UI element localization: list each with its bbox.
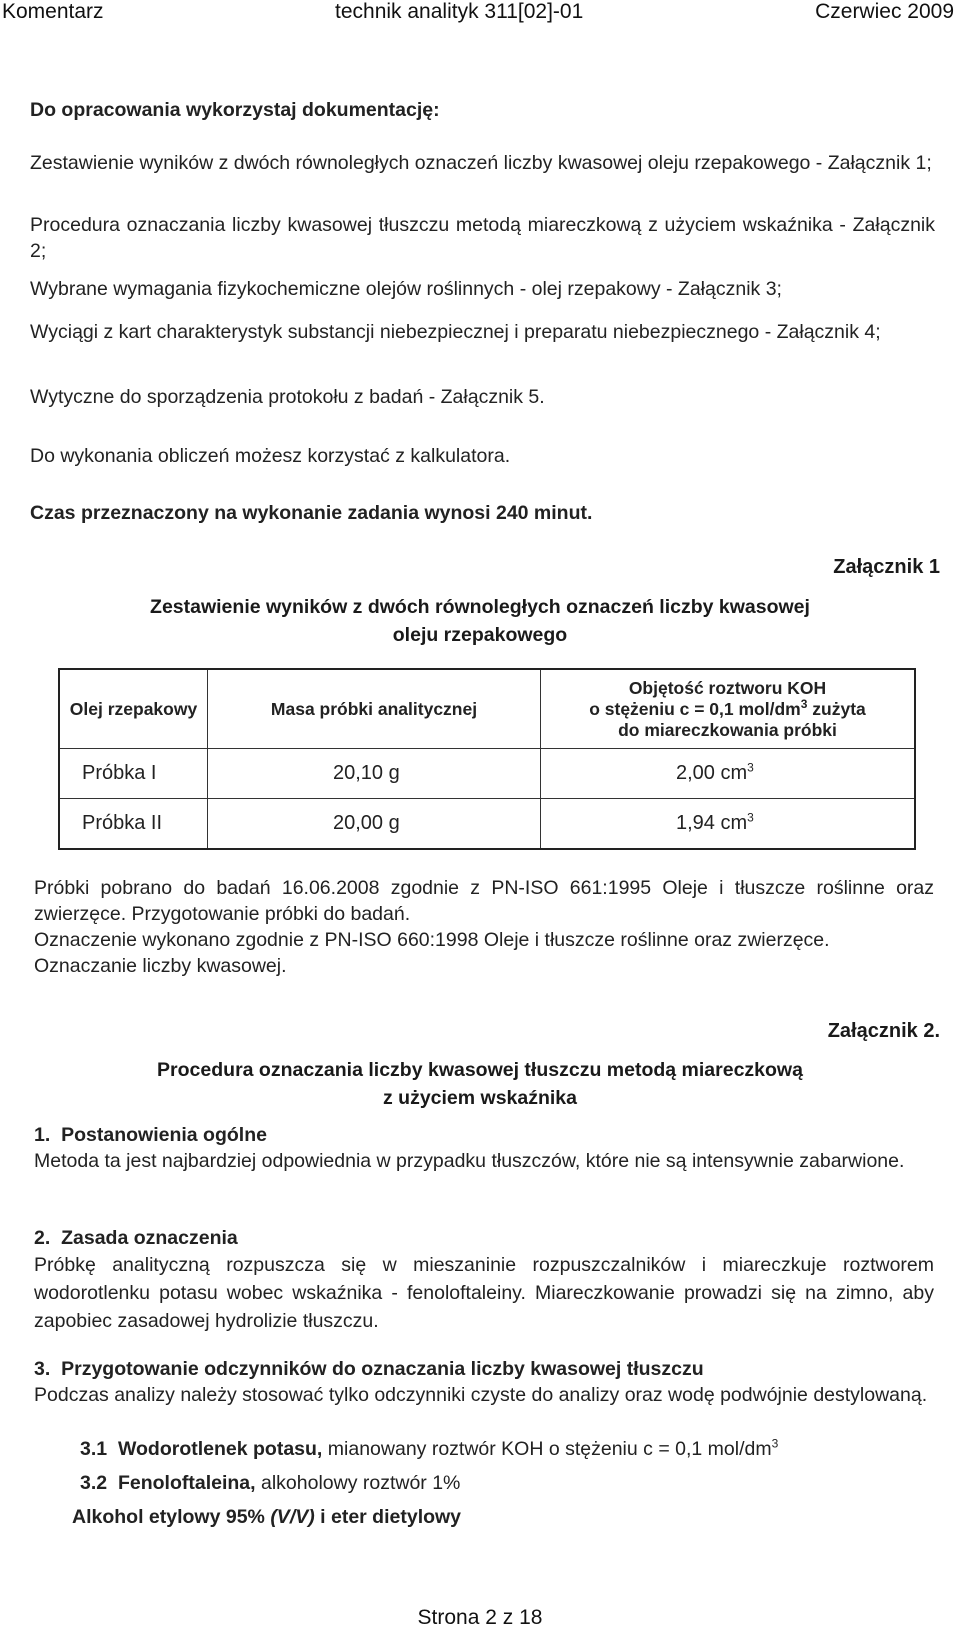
reagent-text: Alkohol etylowy 95%	[72, 1506, 271, 1528]
mass-cell: 20,00 g	[208, 799, 541, 850]
reagent-solvents	[72, 1504, 932, 1530]
intro-item: Wyciągi z kart charakterystyk substancji niebezpiecznej i preparatu niebezpiecznego - Załącznik 4;	[30, 321, 881, 343]
intro-item: Procedura oznaczania liczby kwasowej tłuszczu metodą miareczkową z użyciem wskaźnika - Załącznik 2;	[30, 214, 935, 262]
volume-value: 2,00 cm	[676, 762, 748, 784]
intro-item: Zestawienie wyników z dwóch równoległych oznaczeń liczby kwasowej oleju rzepakowego - Załącznik 1;	[30, 152, 932, 174]
unit-superscript: 3	[747, 760, 754, 775]
calculator-note: Do wykonania obliczeń możesz korzystać z kalkulatora.	[30, 445, 511, 467]
col-volume-header-text: zużyta	[807, 698, 866, 719]
results-table	[58, 668, 916, 850]
section-number: 2.	[34, 1227, 51, 1249]
intro-item: Wybrane wymagania fizykochemiczne olejów roślinnych - olej rzepakowy - Załącznik 3;	[30, 278, 782, 300]
sample-cell: Próbka I	[59, 749, 208, 799]
volume-cell	[541, 799, 916, 850]
table-row	[59, 799, 915, 850]
unit-superscript: 3	[800, 696, 808, 711]
mass-cell: 20,10 g	[208, 749, 541, 799]
col-volume-header-line1: Objętość roztworu KOH	[628, 677, 827, 698]
section-number: 3.	[34, 1358, 51, 1380]
reagent-text: (V/V)	[270, 1506, 315, 1528]
reagent-name: Wodorotlenek potasu,	[117, 1438, 323, 1460]
col-volume-header	[541, 669, 916, 749]
sample-cell: Próbka II	[59, 799, 208, 850]
subsection-number: 3.1	[80, 1438, 108, 1460]
section-title: Przygotowanie odczynników do oznaczania liczby kwasowej tłuszczu	[61, 1358, 704, 1380]
section-number: 1.	[34, 1124, 51, 1146]
reagent-3-1	[80, 1436, 940, 1462]
unit-superscript: 3	[771, 1436, 779, 1451]
reagent-desc: alkoholowy roztwór 1%	[255, 1472, 461, 1494]
annex1-note: Próbki pobrano do badań 16.06.2008 zgodnie z PN-ISO 661:1995 Oleje i tłuszcze roślinne oraz zwierzęce. Przygotowanie próbki do badań.	[34, 877, 934, 925]
annex2-title	[40, 1056, 920, 1112]
intro-heading: Do opracowania wykorzystaj dokumentację:	[30, 99, 440, 121]
annex1-title-line1: Zestawienie wyników z dwóch równoległych oznaczeń liczby kwasowej	[150, 596, 810, 618]
time-note: Czas przeznaczony na wykonanie zadania wynosi 240 minut.	[30, 502, 593, 524]
annex1-title-line2: oleju rzepakowego	[392, 624, 568, 646]
subsection-number: 3.2	[80, 1472, 108, 1494]
page-number: Strona 2 z 18	[417, 1606, 543, 1629]
volume-value: 1,94 cm	[676, 812, 748, 834]
col-volume-header-text: o stężeniu c = 0,1 mol/dm	[589, 698, 801, 719]
annex2-title-line1: Procedura oznaczania liczby kwasowej tłuszczu metodą miareczkową	[157, 1059, 803, 1081]
table-row	[59, 749, 915, 799]
col-mass-header: Masa próbki analitycznej	[208, 669, 541, 749]
reagent-desc: mianowany roztwór KOH o stężeniu c = 0,1 mol/dm	[322, 1438, 772, 1460]
header-right: Czerwiec 2009	[815, 0, 954, 23]
annex1-label: Załącznik 1	[833, 556, 940, 578]
volume-cell	[541, 749, 916, 799]
section-title: Zasada oznaczenia	[61, 1227, 238, 1249]
reagent-name: Fenoloftaleina,	[117, 1472, 256, 1494]
section-1-heading	[34, 1122, 939, 1148]
intro-item: Wytyczne do sporządzenia protokołu z badań - Załącznik 5.	[30, 386, 545, 408]
col-volume-header-line3: do miareczkowania próbki	[618, 719, 837, 740]
header-left: Komentarz	[2, 0, 104, 23]
section-title: Postanowienia ogólne	[61, 1124, 267, 1146]
annex1-title	[40, 593, 920, 649]
section-2-text: Próbkę analityczną rozpuszcza się w mieszaninie rozpuszczalników i miareczkuje roztworem wodorotlenku potasu wobec wskaźnika - fenoloftaleiny. Miareczkowanie prowadzi się na zimno, aby zapobiec zasadowej hydrolizie tłuszczu.	[34, 1254, 934, 1332]
annex2-title-line2: z użyciem wskaźnika	[382, 1087, 577, 1109]
section-3-heading	[34, 1356, 939, 1382]
annex2-label: Załącznik 2.	[827, 1020, 940, 1042]
table-header-row	[59, 669, 915, 749]
reagent-text: i eter dietylowy	[314, 1506, 462, 1528]
annex1-note: Oznaczenie wykonano zgodnie z PN-ISO 660:1998 Oleje i tłuszcze roślinne oraz zwierzęce. Oznaczanie liczby kwasowej.	[34, 929, 830, 977]
header-center: technik analityk 311[02]-01	[335, 0, 584, 23]
section-1-text: Metoda ta jest najbardziej odpowiednia w przypadku tłuszczów, które nie są intensywnie zabarwione.	[34, 1150, 905, 1172]
col-volume-header-line2	[547, 696, 908, 720]
reagent-3-2	[80, 1470, 940, 1496]
section-2-heading	[34, 1225, 939, 1251]
section-3-text: Podczas analizy należy stosować tylko odczynniki czyste do analizy oraz wodę podwójnie destylowaną.	[34, 1384, 928, 1406]
unit-superscript: 3	[747, 810, 754, 825]
col-sample-header: Olej rzepakowy	[59, 669, 208, 749]
